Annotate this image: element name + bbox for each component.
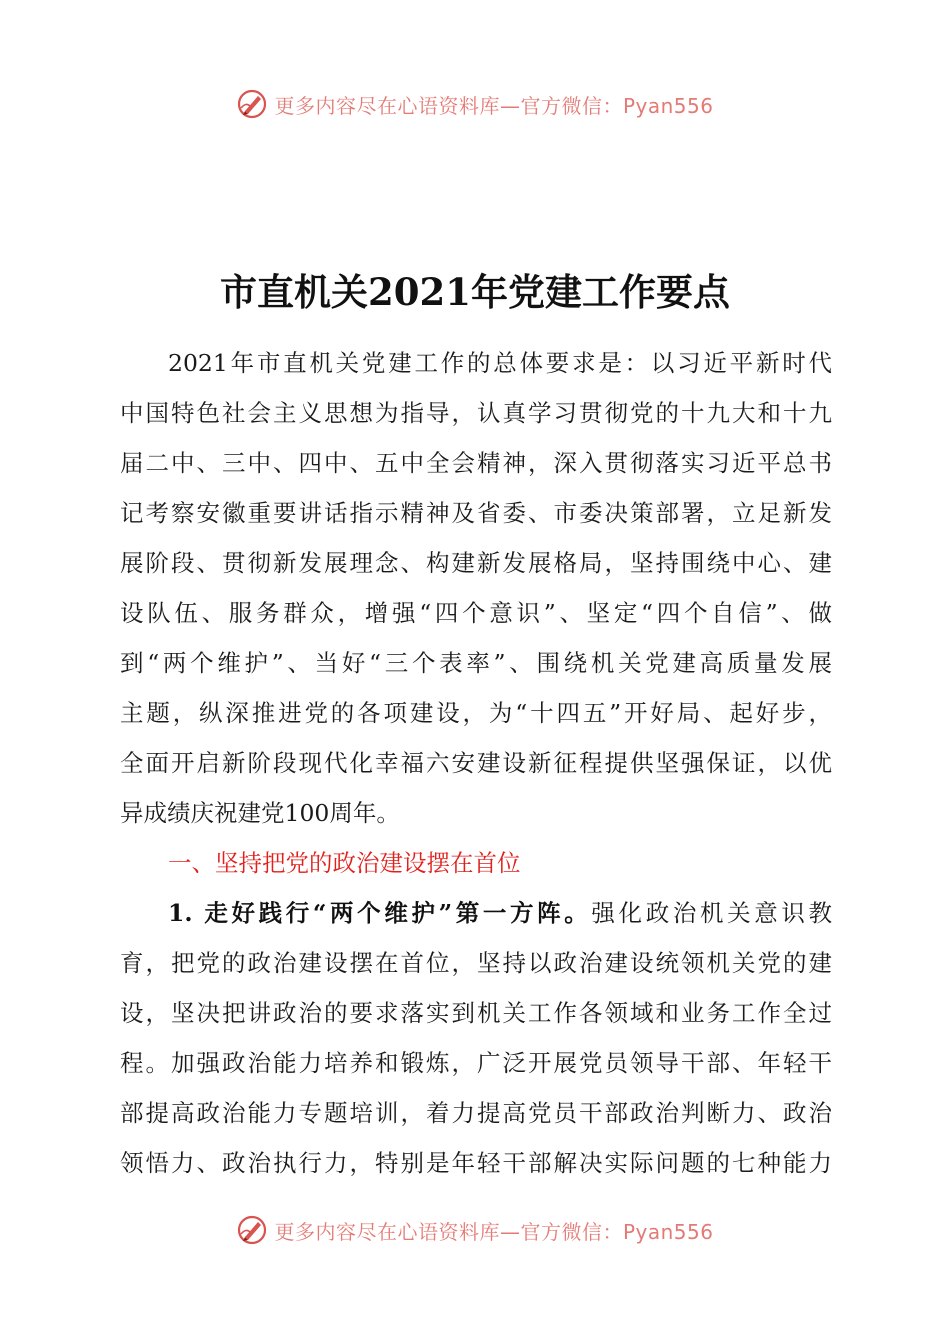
- document-title: 市直机关2021年党建工作要点: [220, 270, 730, 314]
- paragraph-line: 到“两个维护”、当好“三个表率”、围绕机关党建高质量发展: [120, 649, 832, 677]
- watermark-text: 更多内容尽在心语资料库—官方微信：Pyan556: [274, 1219, 714, 1244]
- paragraph-line: 部提高政治能力专题培训，着力提高党员干部政治判断力、政治: [120, 1099, 832, 1127]
- paragraph-line: 程。加强政治能力培养和锻炼，广泛开展党员领导干部、年轻干: [120, 1049, 832, 1077]
- paragraph-line: 中国特色社会主义思想为指导，认真学习贯彻党的十九大和十九: [120, 399, 832, 427]
- item-lead-rest: 强化政治机关意识教: [591, 899, 832, 927]
- watermark-text: 更多内容尽在心语资料库—官方微信：Pyan556: [274, 93, 714, 118]
- paragraph-line: 设，坚决把讲政治的要求落实到机关工作各领域和业务工作全过: [120, 999, 832, 1027]
- paragraph-line: 届二中、三中、四中、五中全会精神，深入贯彻落实习近平总书: [120, 449, 832, 477]
- pen-logo-icon: [236, 88, 268, 120]
- paragraph-line: 记考察安徽重要讲话指示精神及省委、市委决策部署，立足新发: [120, 499, 832, 527]
- document-body: [120, 338, 832, 1188]
- footer-watermark: [0, 1210, 950, 1250]
- paragraph-line: 主题，纵深推进党的各项建设，为“十四五”开好局、起好步，: [120, 699, 832, 727]
- paragraph-line: 领悟力、政治执行力，特别是年轻干部解决实际问题的七种能力: [120, 1149, 832, 1177]
- item-first-line: [120, 888, 832, 938]
- paragraph-line: 育，把党的政治建设摆在首位，坚持以政治建设统领机关党的建: [120, 949, 832, 977]
- paragraph-line: 2021年市直机关党建工作的总体要求是：以习近平新时代: [168, 349, 832, 377]
- paragraph-line: 全面开启新阶段现代化幸福六安建设新征程提供坚强保证，以优: [120, 749, 832, 777]
- pen-logo-icon: [236, 1214, 268, 1246]
- item-lead: 1. 走好践行“两个维护”第一方阵。: [168, 899, 592, 927]
- paragraph-line: 异成绩庆祝建党100周年。: [120, 799, 400, 827]
- header-watermark: [0, 84, 950, 124]
- paragraph-line: 展阶段、贯彻新发展理念、构建新发展格局，坚持围绕中心、建: [120, 549, 832, 577]
- paragraph-line: 设队伍、服务群众，增强“四个意识”、坚定“四个自信”、做: [120, 599, 832, 627]
- section-heading: 一、坚持把党的政治建设摆在首位: [168, 849, 521, 877]
